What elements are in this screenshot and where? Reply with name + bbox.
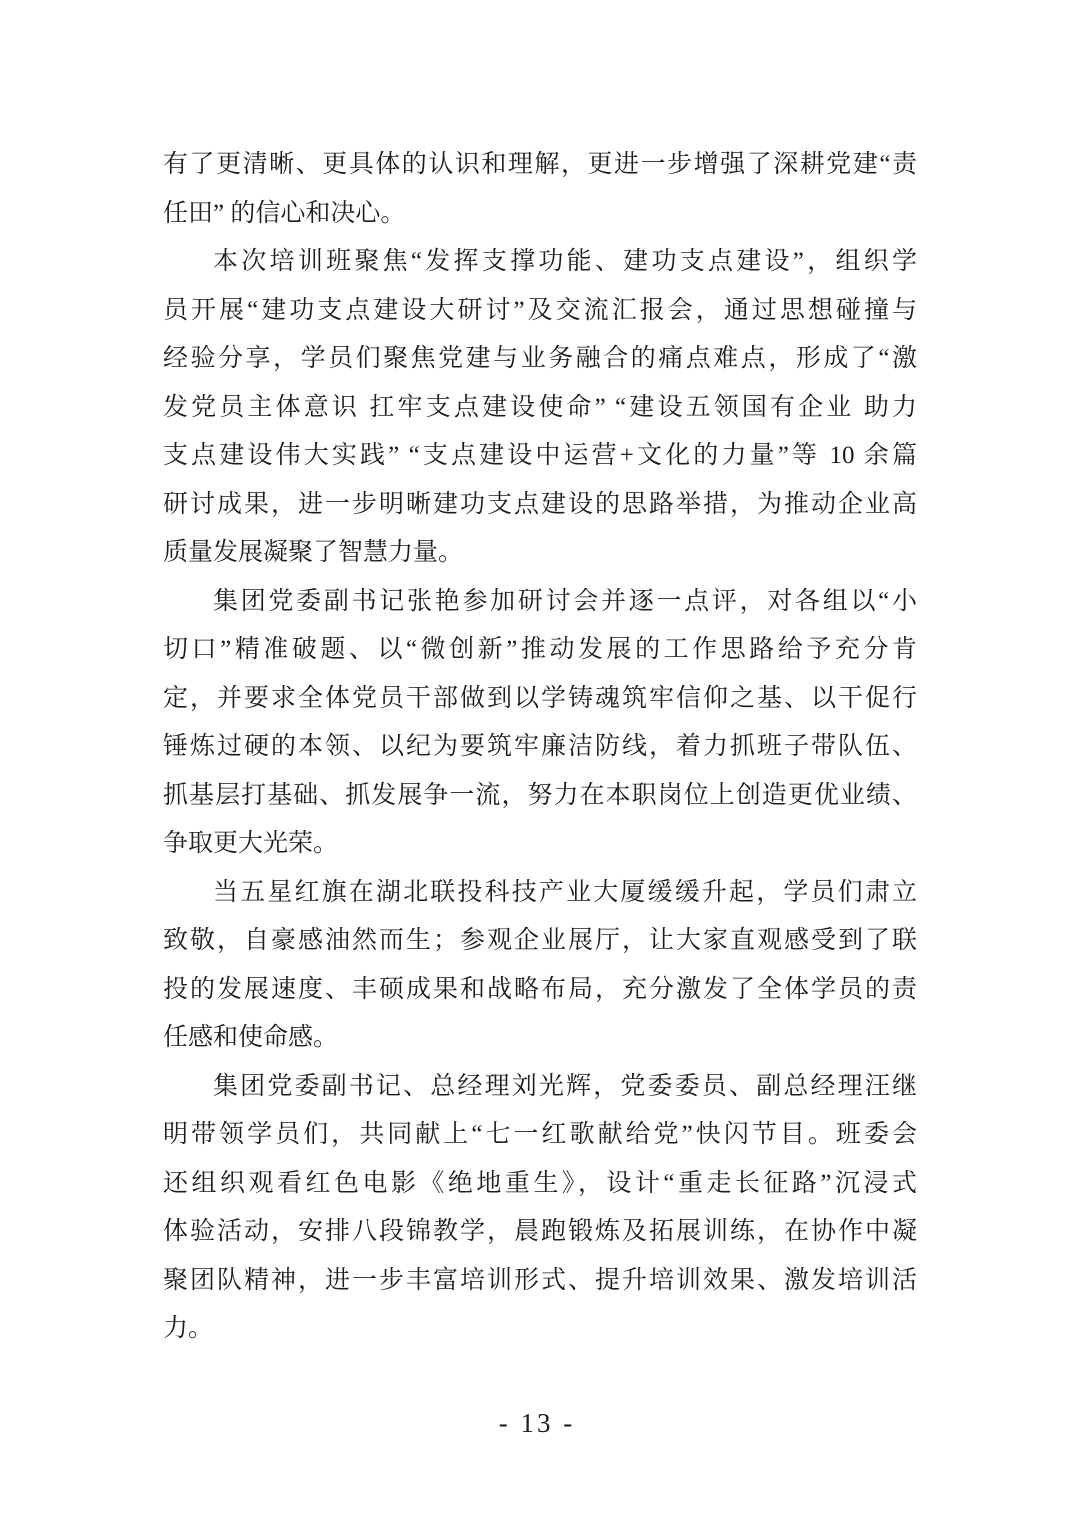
- paragraph: [163, 1063, 917, 1354]
- text-line: 争取更大光荣。: [163, 830, 339, 857]
- document-body: [163, 141, 917, 1354]
- text-line: 集团党委副书记、总经理刘光辉，党委委员、副总经理汪继: [213, 1072, 917, 1100]
- text-line: 定，并要求全体党员干部做到以学铸魂筑牢信仰之基、以干促行: [163, 684, 917, 712]
- text-line: 任田” 的信心和决心。: [163, 199, 406, 227]
- text-line: 当五星红旗在湖北联投科技产业大厦缓缓升起，学员们肃立: [213, 878, 917, 906]
- text-line: 本次培训班聚焦“发挥支撑功能、建功支点建设”，组织学: [213, 248, 917, 275]
- text-line: 切口”精准破题、以“微创新”推动发展的工作思路给予充分肯: [163, 636, 917, 663]
- text-line: 员开展“建功支点建设大研讨”及交流汇报会，通过思想碰撞与: [163, 296, 917, 324]
- text-line: 经验分享，学员们聚焦党建与业务融合的痛点难点，形成了“激: [163, 345, 917, 372]
- text-line: 发党员主体意识 扛牢支点建设使命” “建设五领国有企业 助力: [163, 393, 917, 421]
- text-line: 任感和使命感。: [163, 1024, 339, 1051]
- page-footer: [0, 1408, 1074, 1439]
- paragraph: [163, 869, 917, 1063]
- text-line: 力。: [163, 1315, 214, 1342]
- text-line: 体验活动，安排八段锦教学，晨跑锻炼及拓展训练，在协作中凝: [163, 1218, 917, 1245]
- text-line: 聚团队精神，进一步丰富培训形式、提升培训效果、激发培训活: [163, 1266, 917, 1294]
- paragraph: [163, 238, 917, 578]
- text-line: 明带领学员们，共同献上“七一红歌献给党”快闪节目。班委会: [163, 1121, 917, 1148]
- text-line: 还组织观看红色电影《绝地重生》，设计“重走长征路”沉浸式: [163, 1169, 917, 1197]
- text-line: 支点建设伟大实践” “支点建设中运营+文化的力量”等 10 余篇: [163, 442, 917, 469]
- text-line: 有了更清晰、更具体的认识和理解，更进一步增强了深耕党建“责: [163, 151, 917, 178]
- paragraph: [163, 141, 917, 238]
- text-line: 质量发展凝聚了智慧力量。: [163, 539, 464, 566]
- paragraph: [163, 578, 917, 869]
- text-line: 抓基层打基础、抓发展争一流，努力在本职岗位上创造更优业绩、: [163, 781, 917, 809]
- page-number: - 13 -: [498, 1408, 576, 1438]
- text-line: 致敬，自豪感油然而生；参观企业展厅，让大家直观感受到了联: [163, 927, 917, 954]
- text-line: 锤炼过硬的本领、以纪为要筑牢廉洁防线，着力抓班子带队伍、: [163, 733, 917, 760]
- text-line: 研讨成果，进一步明晰建功支点建设的思路举措，为推动企业高: [163, 490, 917, 518]
- text-line: 集团党委副书记张艳参加研讨会并逐一点评，对各组以“小: [213, 587, 917, 615]
- text-line: 投的发展速度、丰硕成果和战略布局，充分激发了全体学员的责: [163, 975, 917, 1003]
